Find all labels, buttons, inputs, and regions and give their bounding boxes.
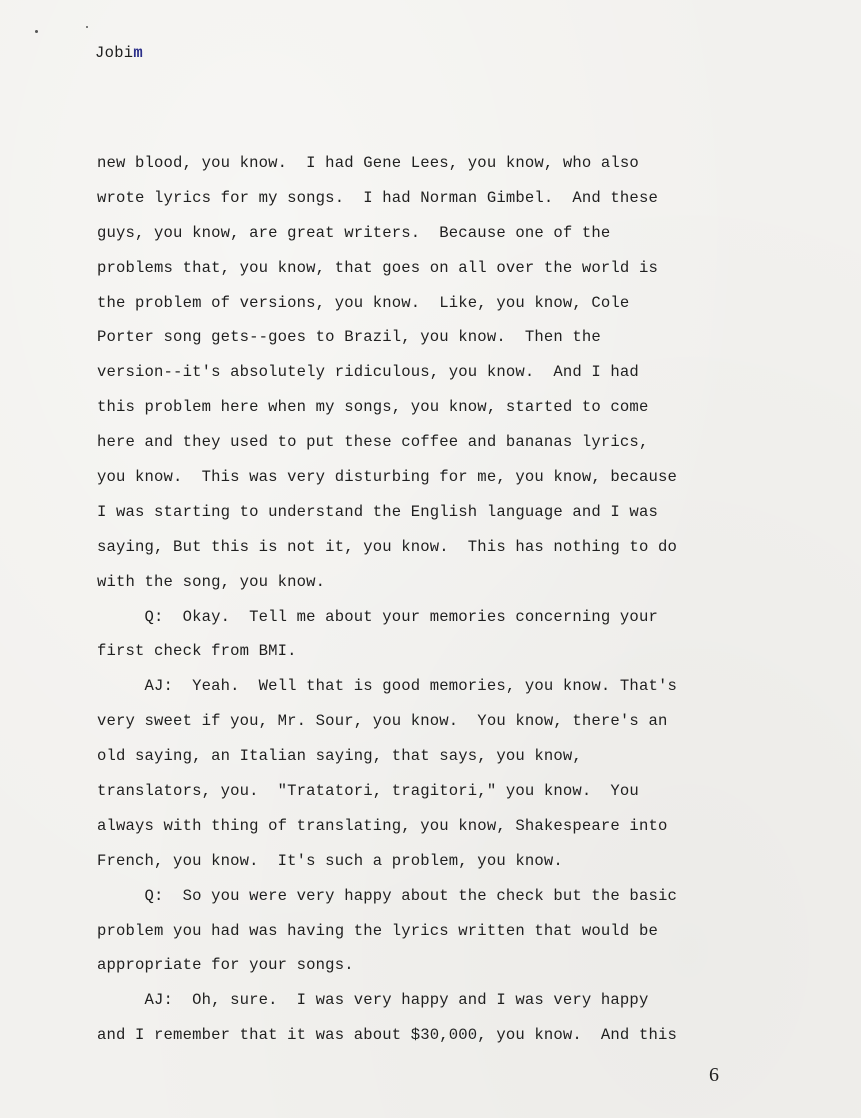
text-line: Q: So you were very happy about the check but the basic — [97, 886, 677, 905]
text-line: you know. This was very disturbing for me, you know, because — [97, 468, 677, 487]
text-line: version--it's absolutely ridiculous, you know. And I had — [97, 363, 639, 382]
text-line: first check from BMI. — [97, 642, 297, 661]
text-line: always with thing of translating, you know, Shakespeare into — [97, 816, 668, 835]
text-line: wrote lyrics for my songs. I had Norman Gimbel. And these — [97, 188, 658, 207]
text-line: AJ: Oh, sure. I was very happy and I was very happy — [97, 991, 649, 1010]
page-number: 6 — [709, 1064, 719, 1086]
text-line: and I remember that it was about $30,000, you know. And this — [97, 1026, 677, 1045]
text-line: Q: Okay. Tell me about your memories concerning your — [97, 607, 658, 626]
text-line: the problem of versions, you know. Like, you know, Cole — [97, 293, 630, 312]
text-line: with the song, you know. — [97, 572, 326, 591]
text-line: this problem here when my songs, you know, started to come — [97, 398, 649, 417]
header-name-typed: Jobi — [95, 44, 134, 62]
text-line: I was starting to understand the English language and I was — [97, 502, 658, 521]
text-line: translators, you. "Tratatori, tragitori," you know. You — [97, 782, 639, 801]
page-header — [95, 44, 143, 62]
text-line: problem you had was having the lyrics written that would be — [97, 921, 658, 940]
text-line: old saying, an Italian saying, that says, you know, — [97, 747, 582, 766]
text-line: very sweet if you, Mr. Sour, you know. You know, there's an — [97, 712, 668, 731]
text-line: here and they used to put these coffee and bananas lyrics, — [97, 433, 649, 452]
text-line: AJ: Yeah. Well that is good memories, you know. That's — [97, 677, 677, 696]
text-line: saying, But this is not it, you know. This has nothing to do — [97, 537, 677, 556]
text-line: guys, you know, are great writers. Because one of the — [97, 223, 611, 242]
text-line: new blood, you know. I had Gene Lees, you know, who also — [97, 154, 639, 172]
transcript-body — [97, 146, 737, 1053]
paper-speck — [35, 30, 38, 33]
text-line: French, you know. It's such a problem, you know. — [97, 851, 563, 870]
text-line: problems that, you know, that goes on all over the world is — [97, 258, 658, 277]
paper-speck — [86, 26, 88, 28]
header-name-handwritten: m — [133, 44, 144, 62]
text-line: Porter song gets--goes to Brazil, you know. Then the — [97, 328, 601, 347]
text-line: appropriate for your songs. — [97, 956, 354, 975]
